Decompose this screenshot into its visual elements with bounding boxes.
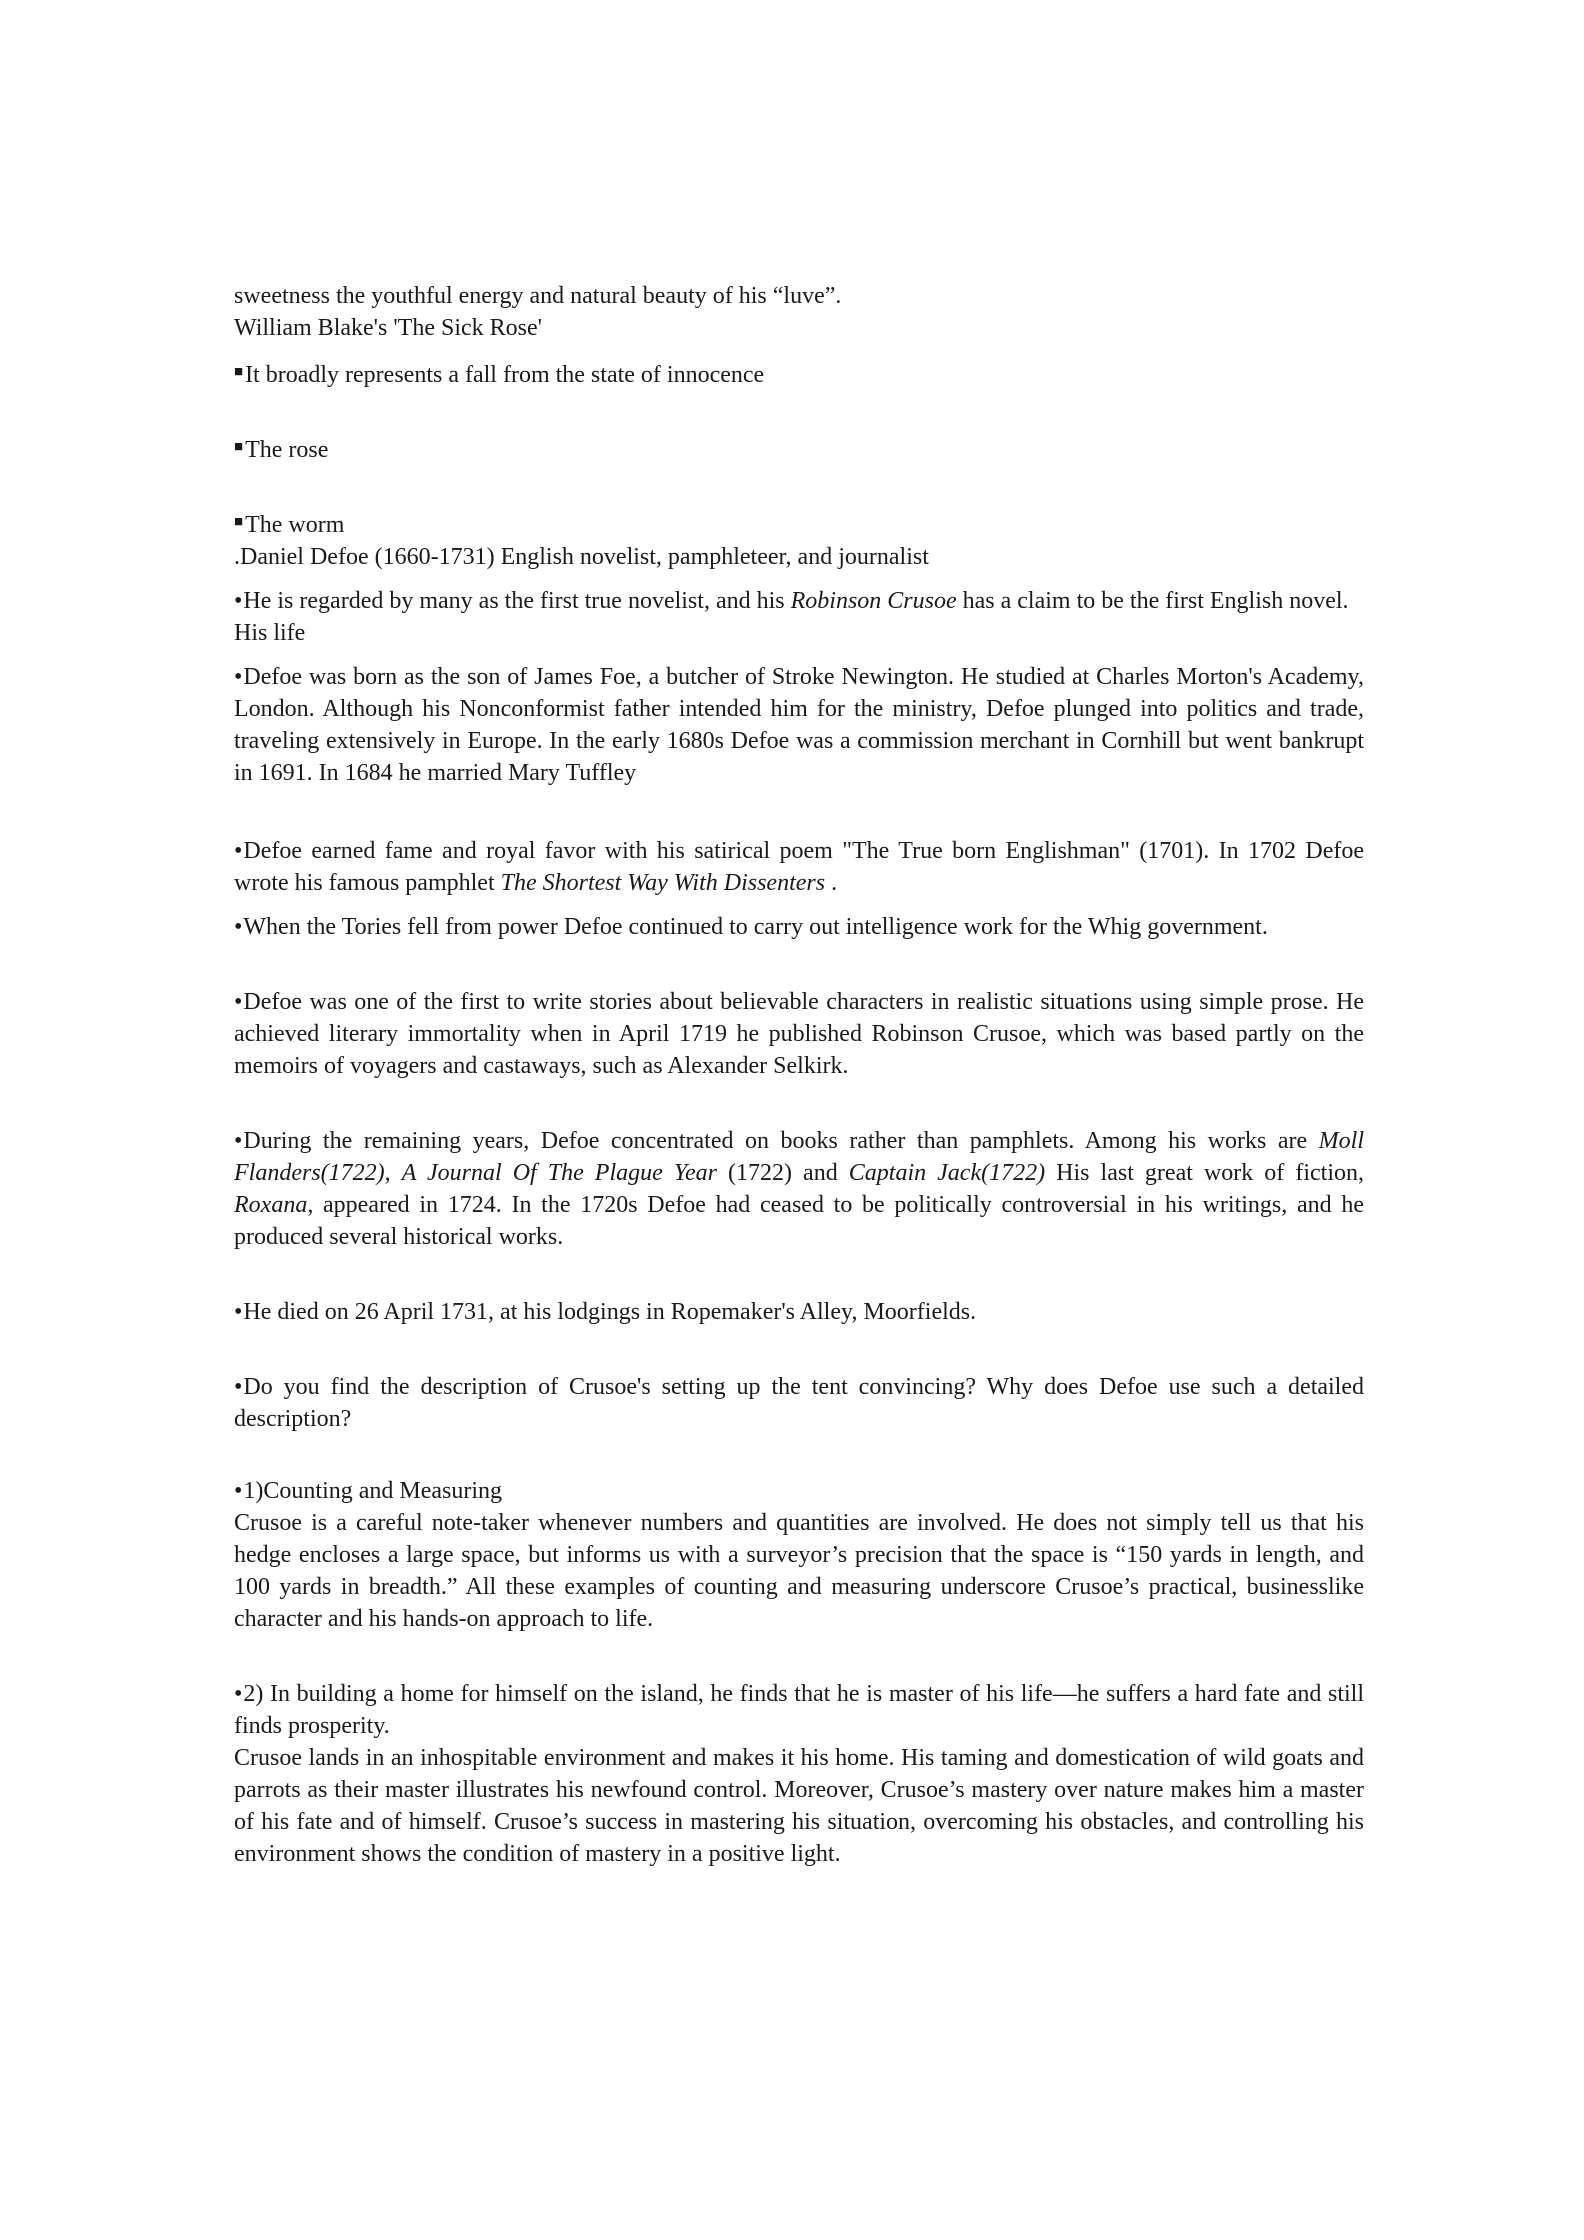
- dot-bullet-icon: •: [234, 1128, 243, 1154]
- book-title: Roxana: [234, 1192, 308, 1218]
- dot-bullet-icon: •: [234, 664, 243, 690]
- paragraph: Crusoe is a careful note-taker whenever numbers and quantities are involved. He does not simply tell us that his hedge encloses a large space, but informs us with a surveyor’s precision that the space is “150 yards in length, and 100 yards in breadth.” All these examples of counting and measuring underscore Crusoe’s practical, businesslike character and his hands-on approach to life.: [234, 1510, 1364, 1632]
- text-line: sweetness the youthful energy and natural beauty of his “luve”.: [234, 283, 842, 309]
- text-run: Defoe was born as the son of James Foe, a butcher of Stroke Newington. He studied at Charles Morton's Academy, London. Although his Nonconformist father intended him for the ministry, Defoe plunged into politics and trade, traveling extensively in Europe. In the early 1680s Defoe was a commission merchant in Cornhill but went bankrupt in 1691. In 1684 he married Mary Tuffley: [234, 664, 1364, 786]
- text-run: 2) In building a home for himself on the island, he finds that he is master of his life—he suffers a hard fate and still finds prosperity.: [234, 1681, 1364, 1739]
- text-run: Do you find the description of Crusoe's setting up the tent convincing? Why does Defoe use such a detailed description?: [234, 1374, 1364, 1432]
- spacer: [234, 1082, 1364, 1125]
- bullet-text: The rose: [245, 437, 329, 463]
- paragraph: [234, 661, 1364, 789]
- book-title: Captain Jack(1722): [848, 1160, 1046, 1186]
- bullet-item: [234, 506, 1364, 541]
- section-title: [234, 1475, 1364, 1507]
- section-title: His life: [234, 620, 306, 646]
- text-run: .: [825, 870, 838, 896]
- spacer: [234, 1328, 1364, 1371]
- spacer: [234, 1635, 1364, 1678]
- section-title: William Blake's 'The Sick Rose': [234, 315, 542, 341]
- paragraph: [234, 986, 1364, 1082]
- spacer: [234, 943, 1364, 986]
- bullet-item: [234, 431, 1364, 466]
- paragraph: [234, 1125, 1364, 1253]
- document-page: [234, 280, 1364, 1870]
- paragraph: [234, 1296, 1364, 1328]
- spacer: [234, 466, 1364, 506]
- spacer: [234, 899, 1364, 911]
- dot-bullet-icon: •: [234, 989, 243, 1015]
- spacer: [234, 573, 1364, 585]
- paragraph: Crusoe lands in an inhospitable environment and makes it his home. His taming and domestication of wild goats and parrots as their master illustrates his newfound control. Moreover, Crusoe’s mastery over nature makes him a master of his fate and of himself. Crusoe’s success in mastering his situation, overcoming his obstacles, and controlling his environment shows the condition of mastery in a positive light.: [234, 1745, 1364, 1867]
- paragraph: [234, 1371, 1364, 1435]
- spacer: [234, 789, 1364, 835]
- book-title: The Shortest Way With Dissenters: [500, 870, 826, 896]
- paragraph: [234, 835, 1364, 899]
- book-title: A Journal Of The Plague Year: [401, 1160, 717, 1186]
- dot-bullet-icon: •: [234, 1374, 243, 1400]
- text-run: His last great work of fiction,: [1045, 1160, 1364, 1186]
- bullet-text: The worm: [245, 512, 345, 538]
- bullet-text: It broadly represents a fall from the state of innocence: [245, 362, 765, 388]
- square-bullet-icon: ■: [234, 364, 244, 380]
- section-title: .Daniel Defoe (1660-1731) English novelist, pamphleteer, and journalist: [234, 544, 929, 570]
- paragraph: [234, 911, 1364, 943]
- text-run: has a claim to be the first English novel.: [956, 588, 1349, 614]
- bullet-item: [234, 356, 1364, 391]
- spacer: [234, 344, 1364, 356]
- text-run: , appeared in 1724. In the 1720s Defoe had ceased to be politically controversial in his writings, and he produced several historical works.: [234, 1192, 1364, 1250]
- text-run: He is regarded by many as the first true novelist, and his: [243, 588, 791, 614]
- dot-bullet-icon: •: [234, 1478, 243, 1504]
- dot-bullet-icon: •: [234, 1299, 243, 1325]
- dot-bullet-icon: •: [234, 588, 243, 614]
- book-title: Moll Flanders(1722): [234, 1128, 1364, 1186]
- spacer: [234, 649, 1364, 661]
- spacer: [234, 1435, 1364, 1475]
- text-run: (1722) and: [716, 1160, 849, 1186]
- text-run: When the Tories fell from power Defoe continued to carry out intelligence work for the Whig government.: [243, 914, 1268, 940]
- paragraph: [234, 1678, 1364, 1742]
- text-run: During the remaining years, Defoe concentrated on books rather than pamphlets. Among his works are: [243, 1128, 1319, 1154]
- text-run: ,: [384, 1160, 402, 1186]
- square-bullet-icon: ■: [234, 514, 244, 530]
- spacer: [234, 1253, 1364, 1296]
- spacer: [234, 391, 1364, 431]
- text-run: 1)Counting and Measuring: [243, 1478, 503, 1504]
- text-run: Defoe was one of the first to write stories about believable characters in realistic situations using simple prose. He achieved literary immortality when in April 1719 he published Robinson Crusoe, which was based partly on the memoirs of voyagers and castaways, such as Alexander Selkirk.: [234, 989, 1364, 1079]
- text-run: He died on 26 April 1731, at his lodgings in Ropemaker's Alley, Moorfields.: [243, 1299, 977, 1325]
- dot-bullet-icon: •: [234, 914, 243, 940]
- book-title: Robinson Crusoe: [790, 588, 957, 614]
- dot-bullet-icon: •: [234, 1681, 243, 1707]
- text-run: Defoe earned fame and royal favor with his satirical poem "The True born Englishman" (1701). In 1702 Defoe wrote his famous pamphlet: [234, 838, 1364, 896]
- dot-bullet-icon: •: [234, 838, 243, 864]
- paragraph: [234, 585, 1364, 617]
- square-bullet-icon: ■: [234, 439, 244, 455]
